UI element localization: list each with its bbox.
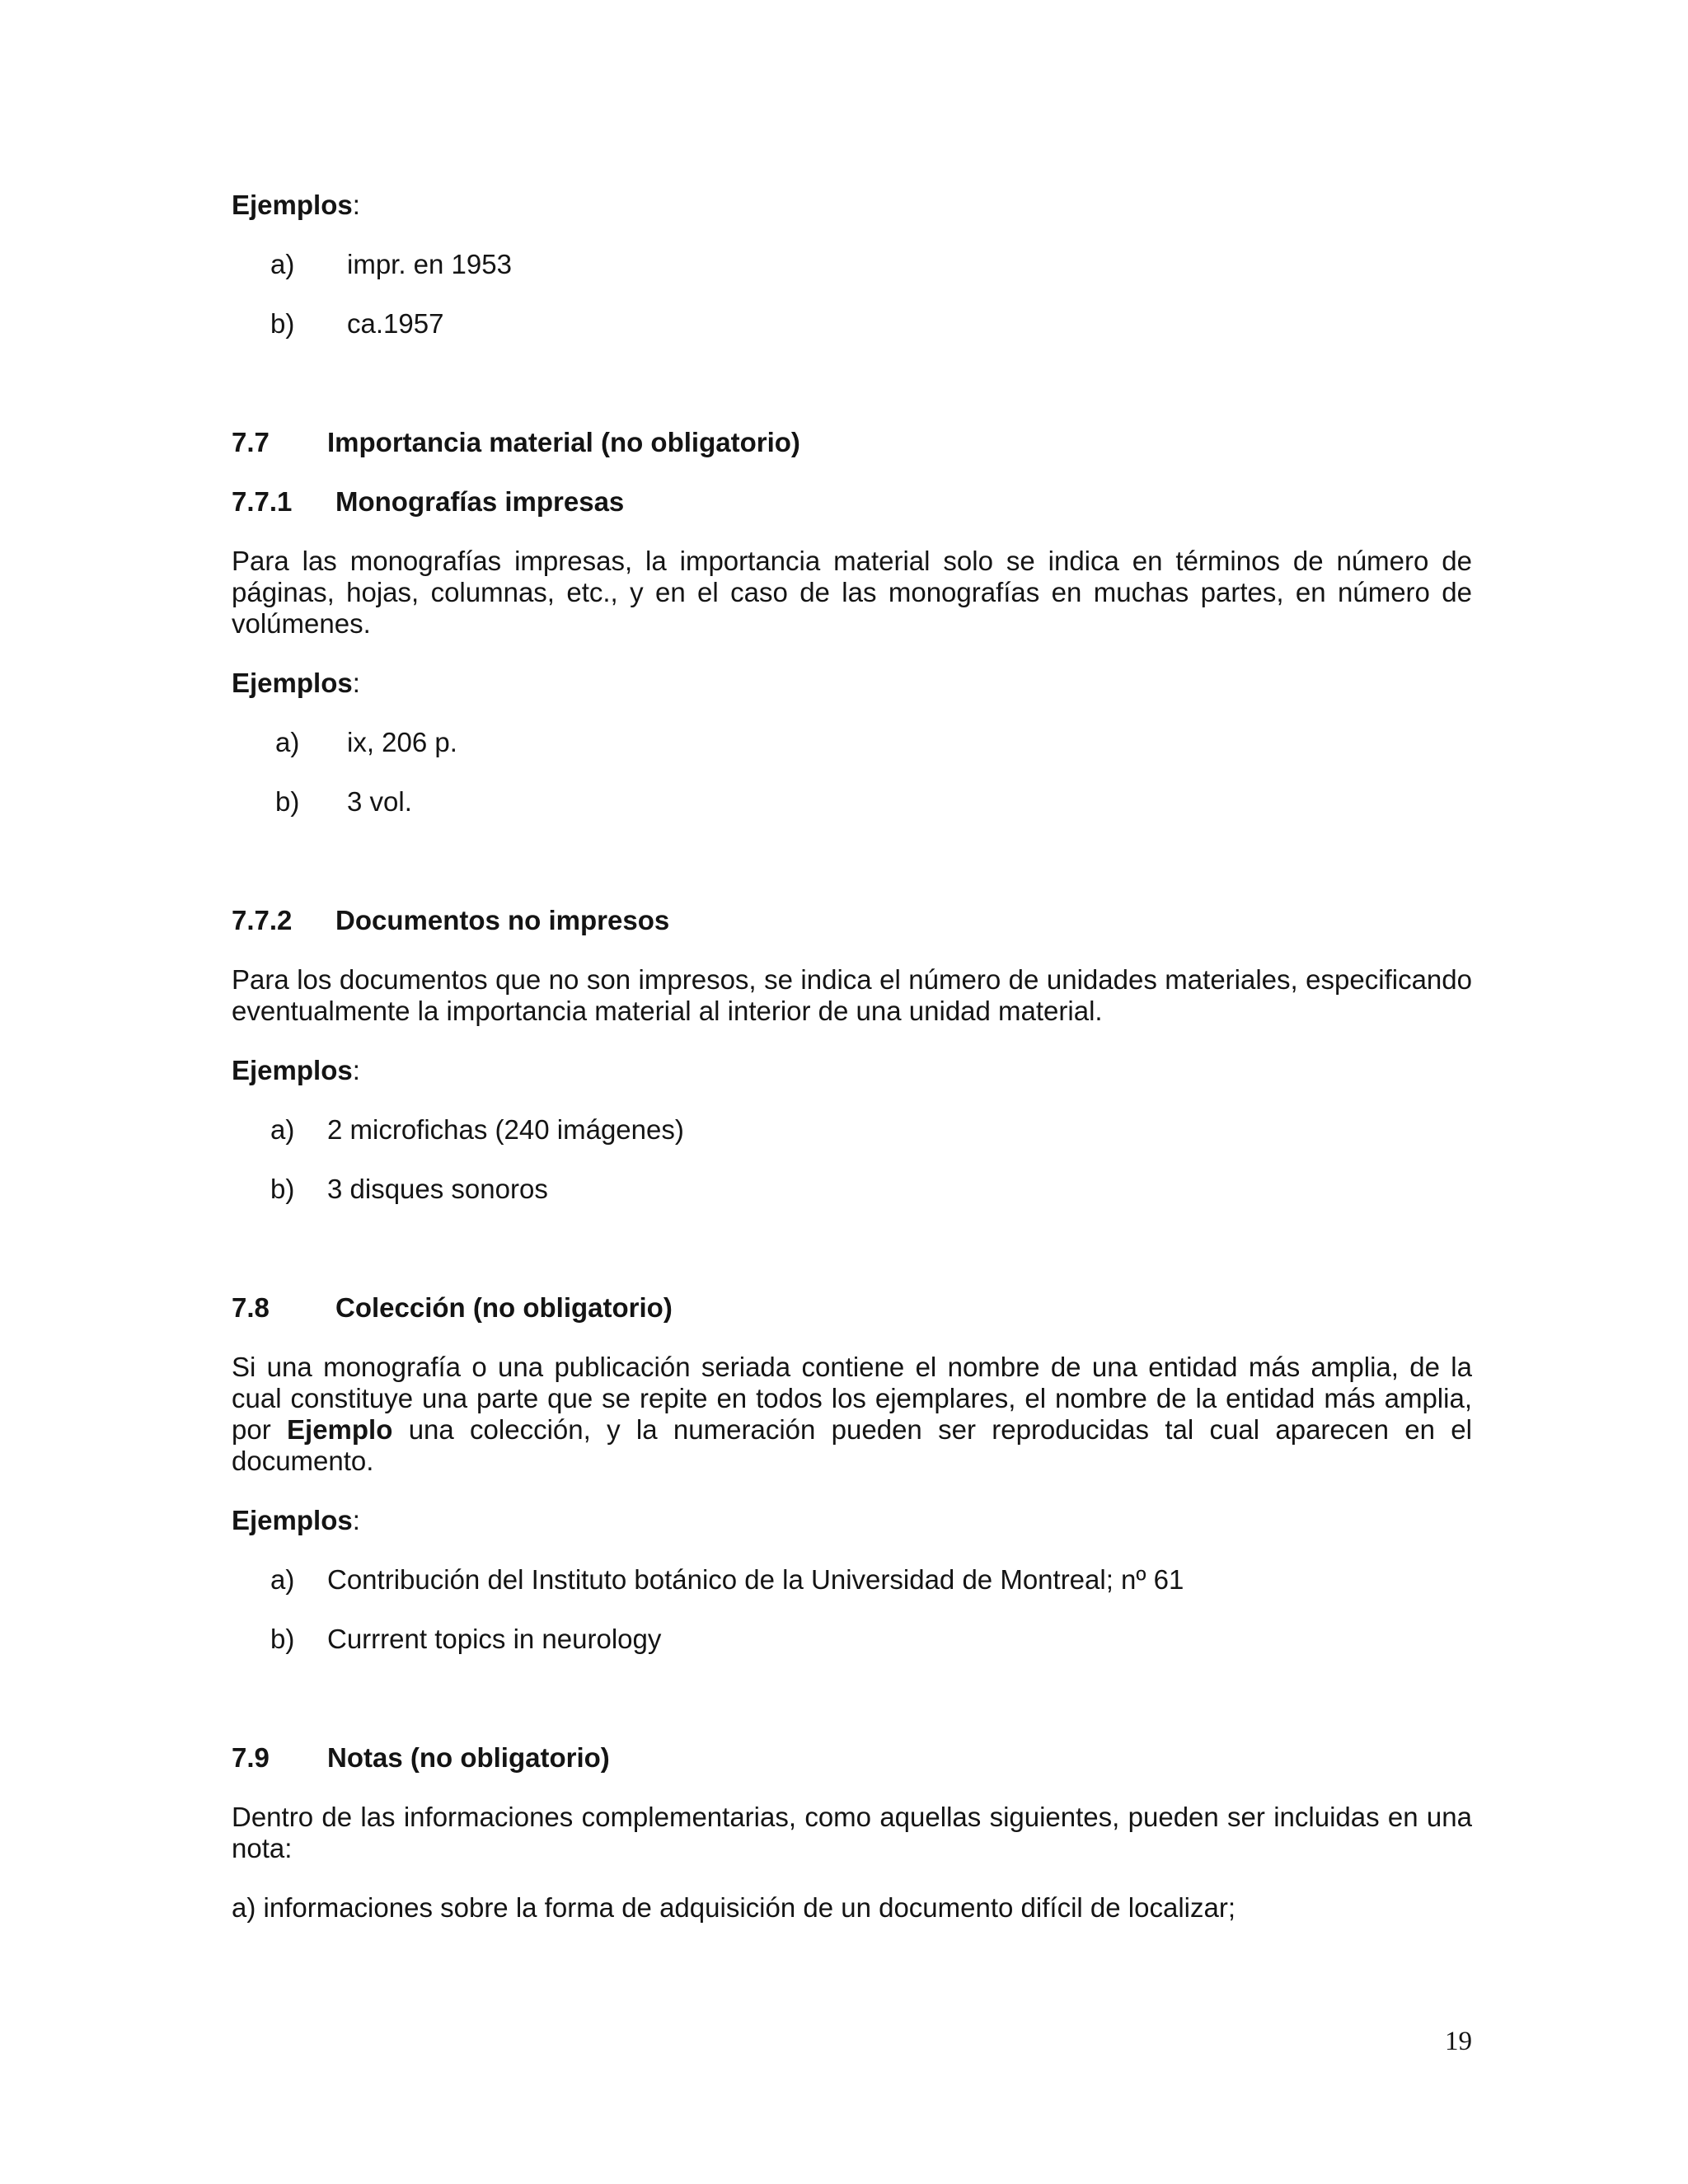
- list-item-text: ix, 206 p.: [347, 727, 457, 757]
- list-item: [232, 1174, 1472, 1205]
- list-item-text: 3 disques sonoros: [327, 1174, 548, 1204]
- section-number: 7.8: [232, 1292, 270, 1323]
- list-item: [232, 1624, 1472, 1655]
- list-item: [232, 308, 1472, 340]
- list-item: [232, 1114, 1472, 1146]
- list-marker: b): [275, 786, 300, 817]
- examples-label: Ejemplos:: [232, 668, 360, 698]
- list-marker: a): [270, 249, 295, 279]
- list-item-text: Currrent topics in neurology: [327, 1624, 662, 1654]
- list-item-text: 3 vol.: [347, 786, 412, 817]
- list-item-text: impr. en 1953: [347, 249, 512, 279]
- document-page: [232, 190, 1472, 1924]
- section-title: Importancia material (no obligatorio): [327, 427, 800, 457]
- list-marker: b): [270, 308, 295, 339]
- list-item: [232, 1564, 1472, 1596]
- examples-label: Ejemplos:: [232, 190, 360, 220]
- section-number: 7.9: [232, 1742, 270, 1773]
- examples-label: Ejemplos:: [232, 1055, 360, 1085]
- section-number: 7.7.2: [232, 905, 293, 935]
- section-heading-7-7-1: [232, 486, 1472, 518]
- section-heading-7-7: [232, 427, 1472, 458]
- section-title: Documentos no impresos: [335, 905, 670, 935]
- section-number: 7.7.1: [232, 486, 293, 517]
- list-marker: a): [270, 1114, 295, 1145]
- list-marker: b): [270, 1624, 295, 1654]
- paragraph: Para las monografías impresas, la importancia material solo se indica en términos de número de páginas, hojas, columnas, etc., y en el caso de las monografías en muchas partes, en número de volúmenes.: [232, 546, 1472, 639]
- section-heading-7-8: [232, 1292, 1472, 1324]
- list-item: a) informaciones sobre la forma de adquisición de un documento difícil de localizar;: [232, 1892, 1236, 1923]
- page-number: 19: [1445, 2027, 1472, 2056]
- list-item-text: 2 microfichas (240 imágenes): [327, 1114, 684, 1145]
- list-marker: a): [270, 1564, 295, 1595]
- paragraph: Si una monografía o una publicación seriada contiene el nombre de una entidad más amplia, de la cual constituye una parte que se repite en todos los ejemplares, el nombre de la entidad más amplia, por Ejemplo una colección, y la numeración pueden ser reproducidas tal cual aparecen en el documento.: [232, 1352, 1472, 1476]
- list-item: [232, 249, 1472, 280]
- section-title: Notas (no obligatorio): [327, 1742, 610, 1773]
- section-heading-7-7-2: [232, 905, 1472, 936]
- list-marker: b): [270, 1174, 295, 1204]
- section-number: 7.7: [232, 427, 270, 457]
- section-title: Colección (no obligatorio): [335, 1292, 673, 1323]
- section-title: Monografías impresas: [335, 486, 625, 517]
- paragraph: Para los documentos que no son impresos, se indica el número de unidades materiales, especificando eventualmente la importancia material al interior de una unidad material.: [232, 964, 1472, 1026]
- examples-label: Ejemplos:: [232, 1505, 360, 1535]
- list-item: [232, 727, 1472, 758]
- list-item-text: ca.1957: [347, 308, 444, 339]
- section-heading-7-9: [232, 1742, 1472, 1774]
- list-item-text: Contribución del Instituto botánico de la Universidad de Montreal; nº 61: [327, 1564, 1184, 1595]
- list-marker: a): [275, 727, 300, 757]
- list-item: [232, 786, 1472, 818]
- paragraph: Dentro de las informaciones complementarias, como aquellas siguientes, pueden ser incluidas en una nota:: [232, 1802, 1472, 1863]
